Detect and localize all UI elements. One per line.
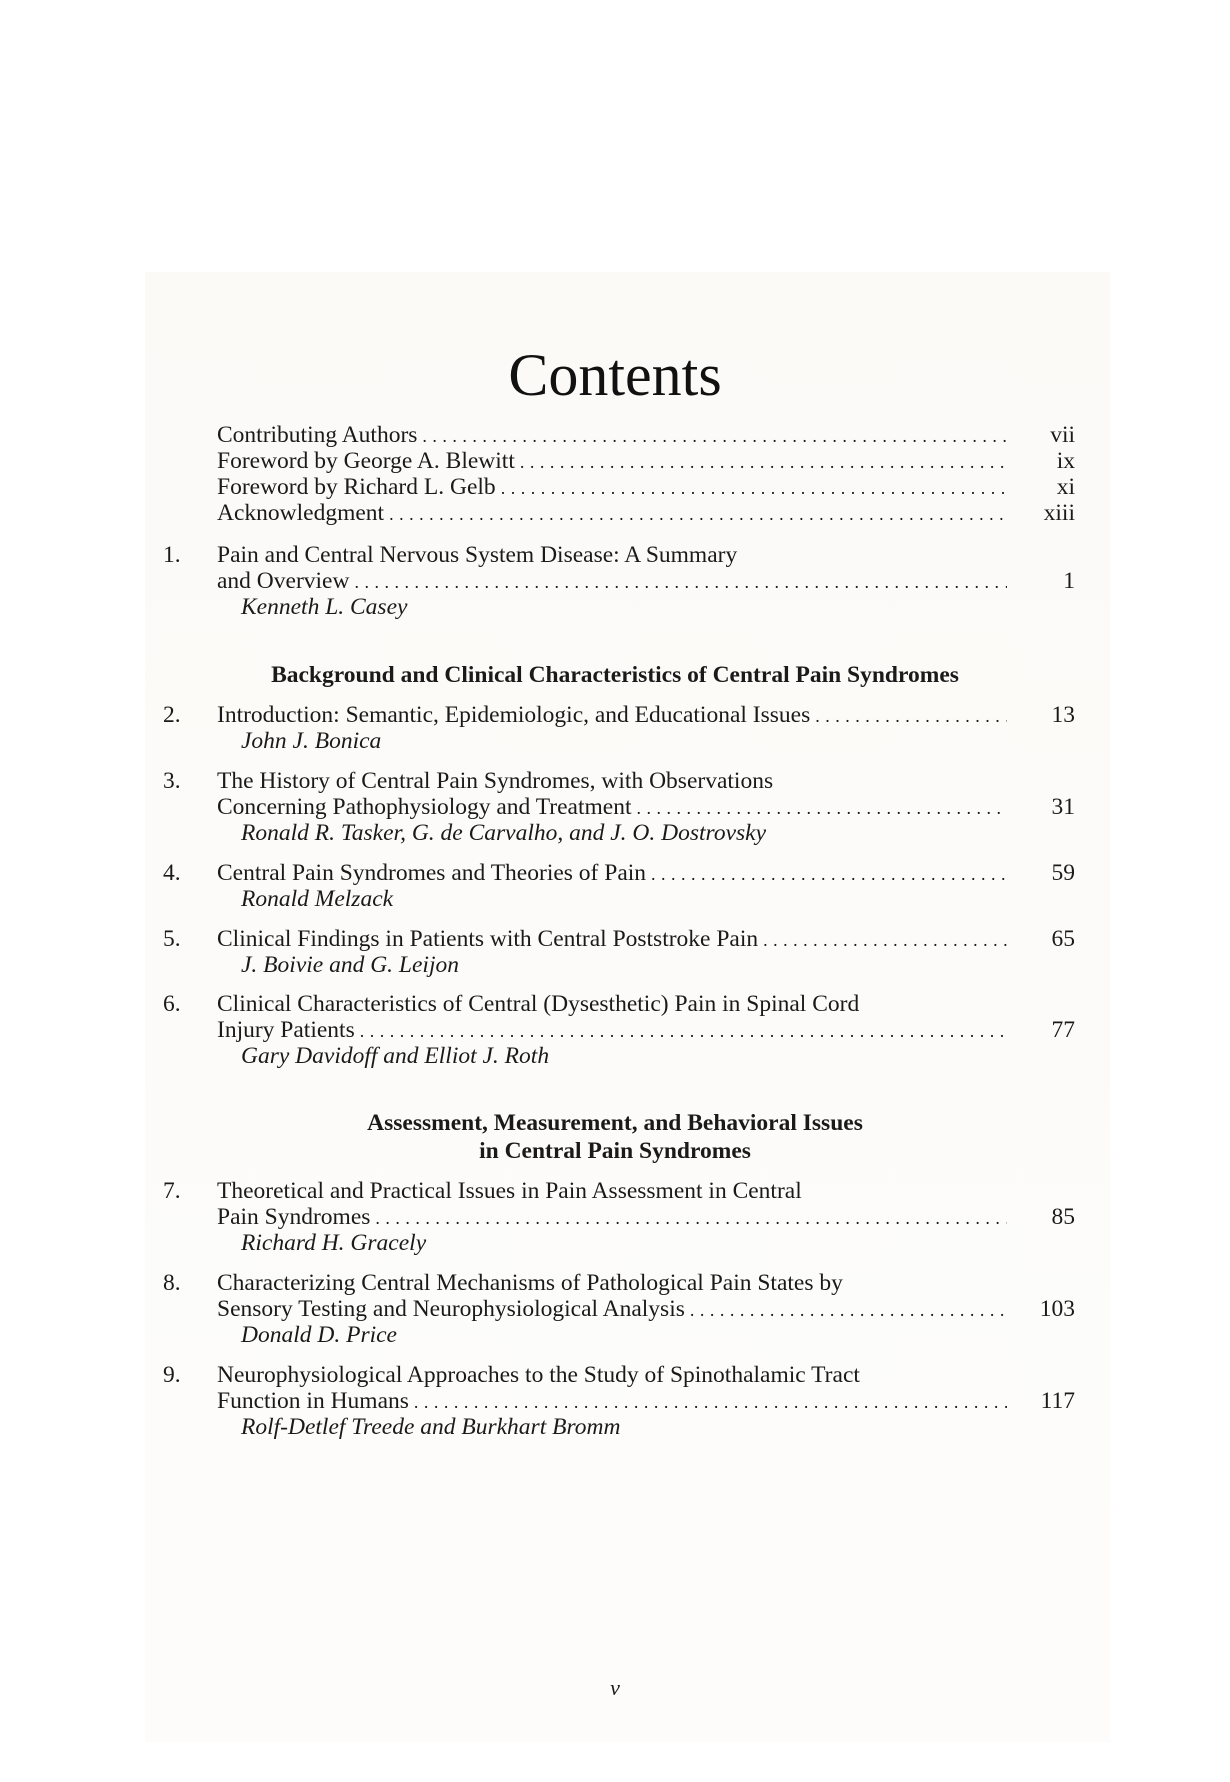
chapter-title-line: Concerning Pathophysiology and Treatment . . . bbox=[217, 792, 1007, 823]
chapter-title-line: and Overview . . . bbox=[217, 566, 1007, 597]
section-heading: in Central Pain Syndromes bbox=[479, 1138, 751, 1164]
chapter-page: 59 bbox=[1051, 860, 1075, 886]
chapter-page: 85 bbox=[1051, 1204, 1075, 1230]
toc-entry-page: vii bbox=[1050, 422, 1075, 448]
chapter-title-line: Neurophysiological Approaches to the Study of Spinothalamic Tract bbox=[217, 1362, 860, 1388]
chapter-number: 1. bbox=[163, 542, 181, 568]
chapter-authors: Kenneth L. Casey bbox=[241, 594, 408, 620]
chapter-page: 13 bbox=[1051, 702, 1075, 728]
chapter-authors: Ronald R. Tasker, G. de Carvalho, and J. O. Dostrovsky bbox=[241, 820, 767, 846]
page-title: Contents bbox=[508, 342, 722, 408]
chapter-title-line: Function in Humans . . . bbox=[217, 1386, 1007, 1417]
chapter-authors: Rolf-Detlef Treede and Burkhart Bromm bbox=[241, 1414, 621, 1440]
chapter-title-line: Clinical Characteristics of Central (Dysesthetic) Pain in Spinal Cord bbox=[217, 991, 860, 1017]
chapter-page: 65 bbox=[1051, 926, 1075, 952]
toc-entry-page: ix bbox=[1056, 448, 1075, 474]
chapter-number: 4. bbox=[163, 860, 181, 886]
chapter-number: 8. bbox=[163, 1270, 181, 1296]
chapter-title-line: Introduction: Semantic, Epidemiologic, and Educational Issues . . . bbox=[217, 700, 1007, 731]
chapter-title-line: The History of Central Pain Syndromes, with Observations bbox=[217, 768, 774, 794]
toc-entry-page: xi bbox=[1056, 474, 1075, 500]
toc-entry-page: xiii bbox=[1043, 500, 1075, 526]
toc-entry-title: Foreword by Richard L. Gelb . . . bbox=[217, 472, 1007, 503]
toc-entry-title: Foreword by George A. Blewitt . . . bbox=[217, 446, 1007, 477]
chapter-title-line: Pain Syndromes . . . bbox=[217, 1202, 1007, 1233]
section-heading: Assessment, Measurement, and Behavioral Issues bbox=[367, 1110, 863, 1136]
chapter-authors: J. Boivie and G. Leijon bbox=[241, 952, 459, 978]
chapter-title-line: Clinical Findings in Patients with Central Poststroke Pain . . . bbox=[217, 924, 1007, 955]
chapter-authors: John J. Bonica bbox=[241, 728, 382, 754]
chapter-page: 77 bbox=[1051, 1017, 1075, 1043]
chapter-page: 31 bbox=[1051, 794, 1075, 820]
section-heading: Background and Clinical Characteristics of Central Pain Syndromes bbox=[271, 662, 959, 688]
chapter-title-line: Theoretical and Practical Issues in Pain Assessment in Central bbox=[217, 1178, 802, 1204]
chapter-title-line: Characterizing Central Mechanisms of Pathological Pain States by bbox=[217, 1270, 843, 1296]
chapter-number: 2. bbox=[163, 702, 181, 728]
chapter-number: 5. bbox=[163, 926, 181, 952]
chapter-authors: Donald D. Price bbox=[241, 1322, 397, 1348]
chapter-title-line: Sensory Testing and Neurophysiological Analysis . . . bbox=[217, 1294, 1007, 1325]
chapter-number: 6. bbox=[163, 991, 181, 1017]
chapter-page: 1 bbox=[1063, 568, 1075, 594]
chapter-number: 3. bbox=[163, 768, 181, 794]
chapter-number: 7. bbox=[163, 1178, 181, 1204]
toc-entry[interactable] bbox=[0, 498, 1230, 528]
chapter-page: 103 bbox=[1039, 1296, 1075, 1322]
chapter-page: 117 bbox=[1040, 1388, 1075, 1414]
page-number: v bbox=[610, 1675, 620, 1700]
toc-entry-title: Contributing Authors . . . bbox=[217, 420, 1007, 451]
chapter-number: 9. bbox=[163, 1362, 181, 1388]
chapter-authors: Gary Davidoff and Elliot J. Roth bbox=[241, 1043, 550, 1069]
chapter-authors: Ronald Melzack bbox=[241, 886, 394, 912]
toc-entry-title: Acknowledgment . . . bbox=[217, 498, 1007, 529]
chapter-title-line: Central Pain Syndromes and Theories of Pain . . . bbox=[217, 858, 1007, 889]
chapter-title-line: Injury Patients . . . bbox=[217, 1015, 1007, 1046]
chapter-authors: Richard H. Gracely bbox=[241, 1230, 427, 1256]
chapter-title-line: Pain and Central Nervous System Disease: A Summary bbox=[217, 542, 738, 568]
